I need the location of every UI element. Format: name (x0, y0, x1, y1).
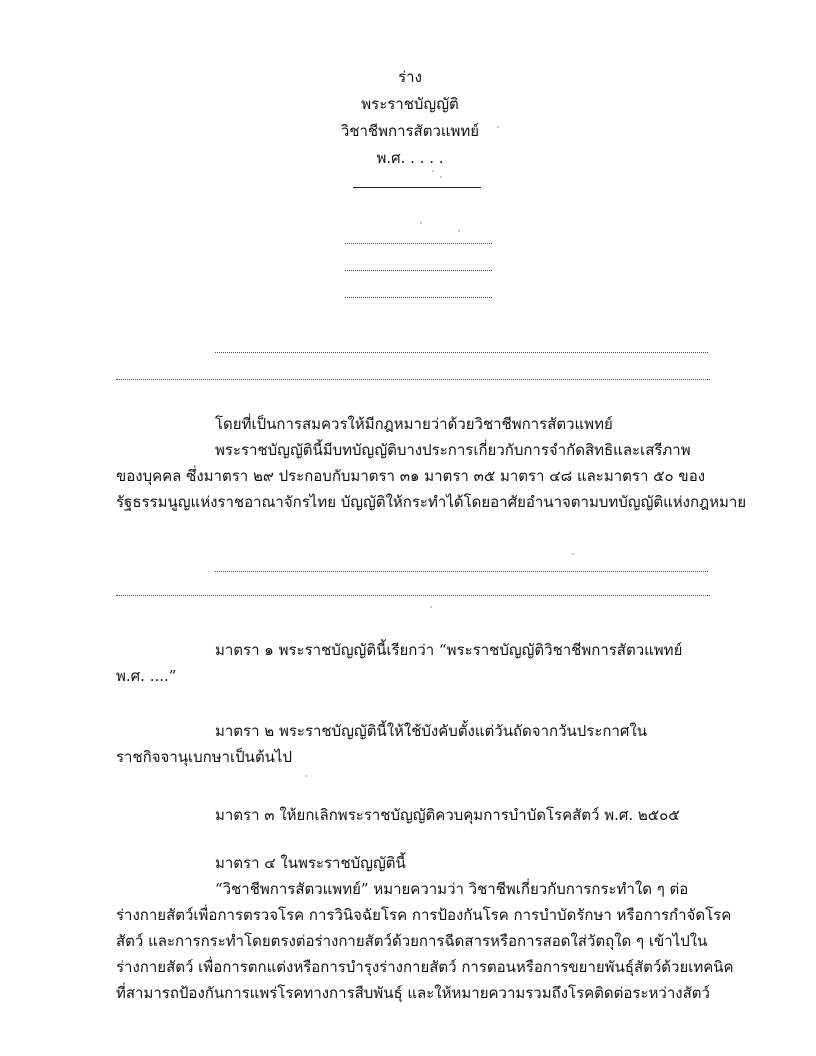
section-4 (116, 850, 734, 1006)
scan-speck (572, 553, 574, 555)
preamble (116, 411, 747, 515)
section-2 (116, 718, 716, 770)
scan-speck (420, 222, 422, 224)
scan-speck (440, 176, 442, 178)
section-text: ราชกิจจานุเบกษาเป็นต้นไป (116, 748, 293, 766)
preamble-line: ของบุคคล ซึ่งมาตรา ๒๙ ประกอบกับมาตรา ๓๑ มาตรา ๓๕ มาตรา ๔๘ และมาตรา ๕๐ ของ (116, 467, 706, 485)
act-label: พระราชบัญญัติ (361, 95, 459, 113)
scan-speck (458, 230, 460, 232)
section-text: มาตรา ๓ ให้ยกเลิกพระราชบัญญัติควบคุมการบำบัดโรคสัตว์ พ.ศ. ๒๕๐๕ (215, 806, 680, 824)
blank-line (345, 297, 492, 298)
section-1 (116, 637, 716, 689)
section-text: ร่างกายสัตว์เพื่อการตรวจโรค การวินิจฉัยโรค การป้องกันโรค การบำบัดรักษา หรือการกำจัดโรค (116, 906, 732, 924)
scan-speck (430, 606, 432, 608)
section-text: มาตรา ๑ พระราชบัญญัตินี้เรียกว่า “พระราชบัญญัติวิชาชีพการสัตวแพทย์ (215, 641, 683, 659)
blank-line (215, 352, 708, 353)
section-text: พ.ศ. ....” (116, 667, 177, 685)
act-year: พ.ศ. . . . . (376, 149, 444, 167)
act-title: วิชาชีพการสัตวแพทย์ (340, 122, 480, 140)
section-text: มาตรา ๒ พระราชบัญญัตินี้ให้ใช้บังคับตั้งแต่วันถัดจากวันประกาศใน (215, 722, 647, 740)
section-text: มาตรา ๔ ในพระราชบัญญัตินี้ (215, 854, 406, 872)
section-text: “วิชาชีพการสัตวแพทย์” หมายความว่า วิชาชีพเกี่ยวกับการกระทำใด ๆ ต่อ (215, 880, 689, 898)
title-underline (353, 187, 481, 188)
preamble-line: รัฐธรรมนูญแห่งราชอาณาจักรไทย บัญญัติให้กระทำได้โดยอาศัยอำนาจตามบทบัญญัติแห่งกฎหมาย (116, 493, 747, 511)
section-text: ร่างกายสัตว์ เพื่อการตกแต่งหรือการบำรุงร่างกายสัตว์ การตอนหรือการขยายพันธุ์สัตว์ด้วยเทคนิค (116, 958, 734, 976)
scan-speck (497, 126, 499, 128)
draft-label: ร่าง (398, 68, 422, 86)
blank-line (345, 270, 492, 271)
preamble-line: โดยที่เป็นการสมควรให้มีกฎหมายว่าด้วยวิชาชีพการสัตวแพทย์ (215, 415, 613, 433)
section-text: สัตว์ และการกระทำโดยตรงต่อร่างกายสัตว์ด้วยการฉีดสารหรือการสอดใส่วัตถุใด ๆ เข้าไปใน (116, 932, 708, 950)
preamble-line: พระราชบัญญัตินี้มีบทบัญญัติบางประการเกี่ยวกับการจำกัดสิทธิและเสรีภาพ (215, 441, 691, 459)
scan-speck (305, 775, 307, 777)
section-text: ที่สามารถป้องกันการแพร่โรคทางการสืบพันธุ์ และให้หมายความรวมถึงโรคติดต่อระหว่างสัตว์ (116, 984, 710, 1002)
blank-line (215, 571, 708, 572)
scan-speck (432, 170, 434, 172)
blank-line (345, 243, 492, 244)
blank-line (116, 379, 710, 380)
blank-line (116, 595, 710, 596)
section-3 (116, 802, 716, 828)
